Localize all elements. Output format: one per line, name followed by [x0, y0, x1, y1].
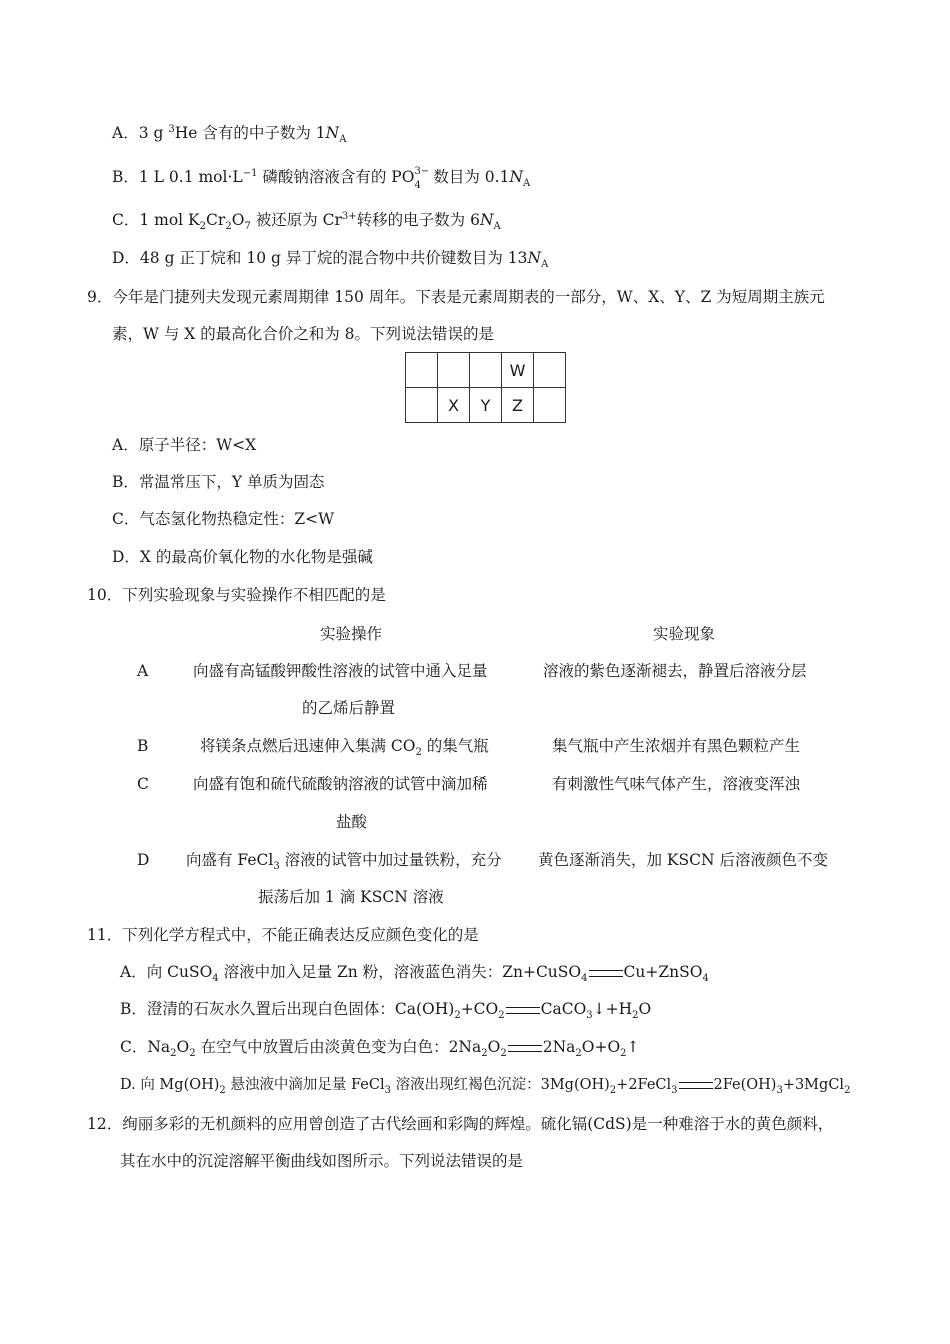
superscript: 3+ — [341, 211, 357, 222]
text: D. 向 Mg(OH) — [120, 1077, 220, 1093]
text: B．澄清的石灰水久置后出现白色固体：Ca(OH) — [120, 1000, 455, 1018]
text: 的集气瓶 — [421, 737, 489, 755]
q8-option-c — [112, 210, 501, 230]
q9-option-c: C．气态氢化物热稳定性：Z<W — [112, 510, 335, 528]
text: B．1 L 0.1 mol·L — [112, 168, 243, 186]
periodic-cell-z: Z — [502, 388, 534, 423]
q10-row-c-op1: 向盛有饱和硫代硫酸钠溶液的试管中滴加稀 — [193, 775, 488, 793]
text: +CO — [460, 1000, 499, 1018]
q9-stem-line1: 9．今年是门捷列夫发现元素周期律 150 周年。下表是元素周期表的一部分，W、X、Y、Z 为短周期主族元 — [87, 288, 825, 306]
text: 溶液出现红褐色沉淀：3Mg(OH) — [390, 1077, 610, 1093]
subscript: 3 — [273, 861, 280, 872]
text: 转移的电子数为 6 — [356, 211, 480, 229]
text: He 含有的中子数为 1 — [174, 124, 326, 142]
q9-stem-line2: 素，W 与 X 的最高化合价之和为 8。下列说法错误的是 — [112, 325, 495, 343]
subscript: A — [541, 259, 549, 270]
text: C．Na — [120, 1038, 171, 1056]
text: Cr — [206, 211, 226, 229]
periodic-row-2 — [406, 388, 566, 423]
avogadro-symbol: N — [509, 168, 524, 186]
subscript: 2 — [844, 1085, 851, 1096]
q10-row-d-phenomenon: 黄色逐渐消失，加 KSCN 后溶液颜色不变 — [538, 851, 828, 869]
q8-option-d — [112, 248, 548, 268]
periodic-cell — [438, 353, 470, 388]
periodic-cell-y: Y — [470, 388, 502, 423]
q11-stem: 11．下列化学方程式中，不能正确表达反应颜色变化的是 — [87, 926, 479, 944]
subscript: A — [523, 178, 531, 189]
subscript: 2 — [500, 1048, 507, 1059]
subscript: A — [493, 221, 501, 232]
q10-row-b-op1 — [200, 736, 489, 756]
q10-row-d-label: D — [137, 851, 150, 869]
subscript: 3 — [586, 1010, 593, 1021]
text: O+O — [581, 1038, 621, 1056]
q9-option-a: A．原子半径：W<X — [112, 436, 257, 454]
equals-sign — [508, 1045, 542, 1052]
q10-row-c-label: C — [137, 775, 149, 793]
q10-row-b-label: B — [137, 737, 149, 755]
subscript: 4 — [702, 973, 709, 984]
subscript: 2 — [481, 1048, 488, 1059]
q10-stem: 10．下列实验现象与实验操作不相匹配的是 — [87, 586, 386, 604]
subscript: 4 — [212, 973, 219, 984]
q10-row-b-phenomenon: 集气瓶中产生浓烟并有黑色颗粒产生 — [552, 737, 801, 755]
q10-row-a-label: A — [137, 662, 149, 680]
subscript: 2 — [170, 1048, 177, 1059]
text: CaCO — [540, 1000, 587, 1018]
ion-charge — [414, 166, 430, 191]
q10-col-phenomenon: 实验现象 — [653, 625, 716, 643]
periodic-row-1 — [406, 353, 566, 388]
q11-option-d — [120, 1075, 850, 1095]
q10-row-a-op1: 向盛有高锰酸钾酸性溶液的试管中通入足量 — [193, 662, 488, 680]
text: 磷酸钠溶液含有的 PO — [257, 168, 415, 186]
subscript: 3 — [776, 1085, 783, 1096]
avogadro-symbol: N — [479, 211, 494, 229]
text: 悬浊液中滴加足量 FeCl — [225, 1077, 385, 1093]
q10-row-a-phenomenon: 溶液的紫色逐渐褪去，静置后溶液分层 — [543, 662, 807, 680]
text: 2Na — [542, 1038, 576, 1056]
subscript: 2 — [189, 1048, 196, 1059]
periodic-cell-x: X — [438, 388, 470, 423]
equals-sign — [506, 1007, 540, 1014]
text: +3MgCl — [782, 1077, 845, 1093]
q11-option-c — [120, 1037, 640, 1057]
q9-option-d: D．X 的最高价氧化物的水化物是强碱 — [112, 548, 373, 566]
text: 将镁条点燃后迅速伸入集满 CO — [200, 737, 416, 755]
text: 在空气中放置后由淡黄色变为白色：2Na — [195, 1038, 482, 1056]
ion-charge-bottom: 4 — [414, 180, 421, 191]
subscript: 3 — [384, 1085, 391, 1096]
periodic-cell — [470, 353, 502, 388]
text: 被还原为 Cr — [250, 211, 342, 229]
text: ↓+H — [592, 1000, 633, 1018]
q10-row-d-op1 — [186, 850, 502, 870]
text: 向盛有 FeCl — [186, 851, 274, 869]
text: 溶液的试管中加过量铁粉，充分 — [279, 851, 502, 869]
text: O — [638, 1000, 652, 1018]
subscript: 7 — [244, 221, 251, 232]
subscript: 2 — [632, 1010, 639, 1021]
text: C．1 mol K — [112, 211, 200, 229]
text: +2FeCl — [616, 1077, 672, 1093]
avogadro-symbol: N — [527, 249, 542, 267]
text: O — [176, 1038, 190, 1056]
superscript: −1 — [242, 168, 258, 179]
q12-stem-line1: 12．绚丽多彩的无机颜料的应用曾创造了古代绘画和彩陶的辉煌。硫化镉(CdS)是一种难溶于水的黄色颜料， — [87, 1115, 834, 1133]
q9-option-b: B．常温常压下，Y 单质为固态 — [112, 473, 325, 491]
subscript: 2 — [454, 1010, 461, 1021]
text: 溶液中加入足量 Zn 粉，溶液蓝色消失：Zn+CuSO — [218, 963, 582, 981]
q10-row-d-op2: 振荡后加 1 滴 KSCN 溶液 — [258, 888, 444, 906]
text: O — [487, 1038, 501, 1056]
text: A．向 CuSO — [120, 963, 213, 981]
equals-sign — [589, 970, 623, 977]
periodic-cell — [406, 388, 438, 423]
subscript: 2 — [498, 1010, 505, 1021]
text: ↑ — [626, 1038, 640, 1056]
text: A．3 g — [112, 124, 169, 142]
text: 数目为 0.1 — [428, 168, 510, 186]
q10-row-c-op2: 盐酸 — [336, 813, 368, 831]
avogadro-symbol: N — [325, 124, 340, 142]
text: D．48 g 正丁烷和 10 g 异丁烷的混合物中共价键数目为 13 — [112, 249, 528, 267]
equals-sign — [679, 1082, 713, 1089]
q12-stem-line2: 其在水中的沉淀溶解平衡曲线如图所示。下列说法错误的是 — [120, 1152, 524, 1170]
q8-option-b — [112, 166, 531, 191]
subscript: 4 — [581, 973, 588, 984]
subscript: 2 — [575, 1048, 582, 1059]
superscript: 3 — [168, 124, 175, 135]
subscript: 2 — [199, 221, 207, 232]
subscript: 2 — [219, 1085, 226, 1096]
q8-option-a — [112, 123, 346, 143]
periodic-cell — [534, 353, 566, 388]
text: 2Fe(OH) — [713, 1077, 777, 1093]
ion-charge-top: 3− — [414, 166, 430, 177]
q11-option-a — [120, 962, 709, 982]
periodic-table-fragment — [405, 352, 566, 423]
periodic-cell-w: W — [502, 353, 534, 388]
q10-row-c-phenomenon: 有刺激性气味气体产生，溶液变浑浊 — [552, 775, 801, 793]
text: O — [231, 211, 245, 229]
subscript: 3 — [671, 1085, 678, 1096]
subscript: 2 — [415, 747, 422, 758]
text: Cu+ZnSO — [623, 963, 703, 981]
subscript: 2 — [225, 221, 232, 232]
periodic-cell — [406, 353, 438, 388]
q10-row-a-op2: 的乙烯后静置 — [302, 699, 396, 717]
q11-option-b — [120, 999, 651, 1019]
periodic-cell — [534, 388, 566, 423]
subscript: 2 — [620, 1048, 627, 1059]
q10-col-operation: 实验操作 — [320, 625, 383, 643]
subscript: 2 — [609, 1085, 617, 1096]
subscript: A — [339, 134, 347, 145]
